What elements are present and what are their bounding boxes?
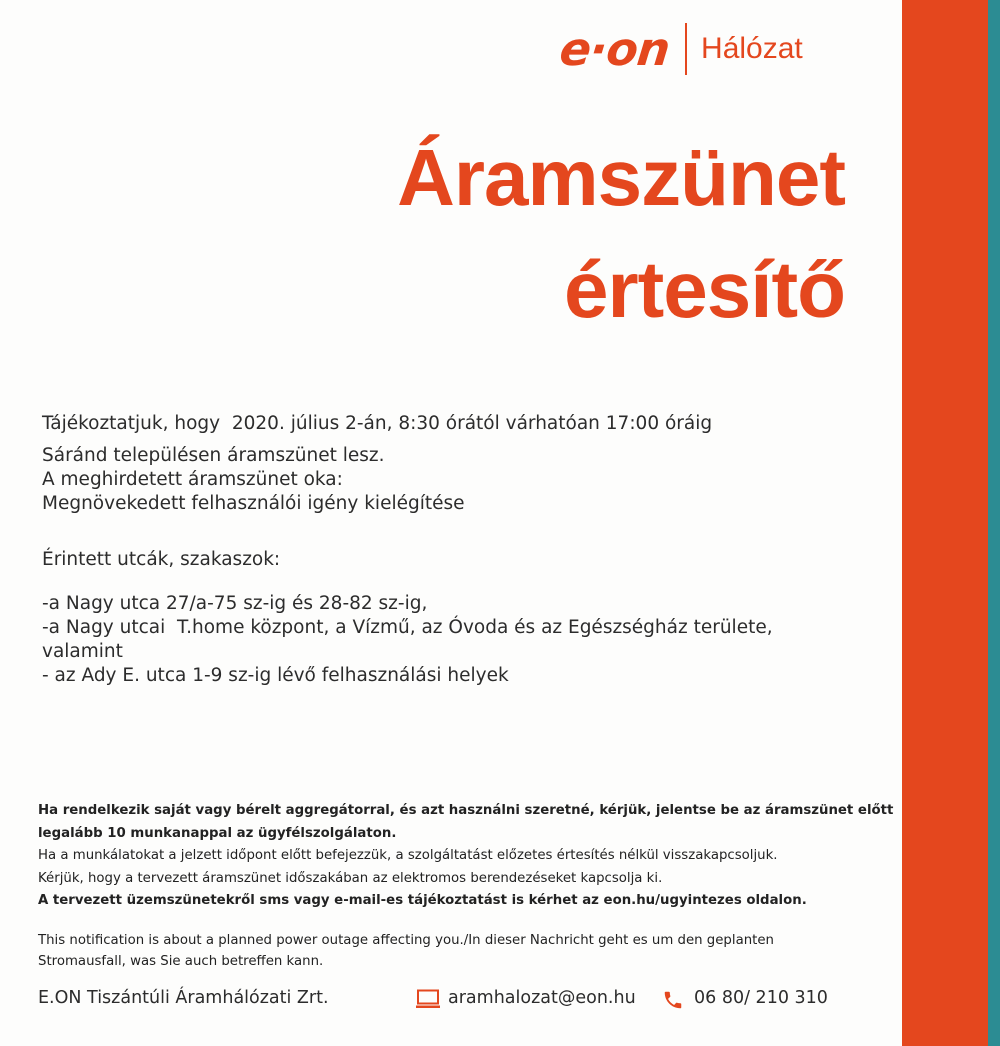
logo-divider xyxy=(685,23,687,75)
streets-heading: Érintett utcák, szakaszok: xyxy=(42,549,281,570)
footer xyxy=(38,986,878,1016)
laptop-icon xyxy=(416,989,440,1009)
list-item: valamint xyxy=(42,641,123,662)
notice-english-german xyxy=(38,930,878,972)
teal-side-stripe xyxy=(988,0,1000,1046)
phone-icon xyxy=(662,989,684,1011)
logo-sub-brand: Hálózat xyxy=(701,32,803,65)
eon-logo xyxy=(557,18,803,80)
streets-list xyxy=(42,592,882,688)
company-name: E.ON Tiszántúli Áramhálózati Zrt. xyxy=(38,988,329,1008)
orange-side-stripe xyxy=(902,0,988,1046)
intro-line-reason: Megnövekedett felhasználói igény kielégítése xyxy=(42,493,465,514)
contact-email[interactable]: aramhalozat@eon.hu xyxy=(448,988,636,1008)
intro-line-date: Tájékoztatjuk, hogy 2020. július 2-án, 8:30 órától várhatóan 17:00 óráig xyxy=(42,413,713,434)
title-line-2: értesítő xyxy=(564,245,845,334)
list-item: -a Nagy utcai T.home központ, a Vízmű, az Óvoda és az Egészségház területe, xyxy=(42,617,773,638)
eon-logo-mark: e·on xyxy=(557,22,672,76)
notice-en-line-1: This notification is about a planned power outage affecting you./In dieser Nachricht geht es um den geplanten xyxy=(38,933,774,948)
intro-paragraph xyxy=(42,412,882,516)
notice-early-finish: Ha a munkálatokat a jelzett időpont előtt befejezzük, a szolgáltatást előzetes értesítés nélkül visszakapcsoljuk. xyxy=(38,848,778,863)
contact-phone[interactable]: 06 80/ 210 310 xyxy=(694,988,828,1008)
notice-generator-line-1: Ha rendelkezik saját vagy bérelt aggregátorral, és azt használni szeretné, kérjük, jelentse be az áramszünet előtt xyxy=(38,803,894,818)
notice-sms-email: A tervezett üzemszünetekről sms vagy e-mail-es tájékoztatást is kérhet az eon.hu/ugyintezes oldalon. xyxy=(38,893,807,908)
notice-switch-off: Kérjük, hogy a tervezett áramszünet időszakában az elektromos berendezéseket kapcsolja ki. xyxy=(38,870,663,886)
title-line-1: Áramszünet xyxy=(397,133,845,222)
list-item: - az Ady E. utca 1-9 sz-ig lévő felhasználási helyek xyxy=(42,665,509,686)
intro-line-location: Sáránd településen áramszünet lesz. xyxy=(42,445,385,466)
notice-en-line-2: Stromausfall, was Sie auch betreffen kann. xyxy=(38,954,324,969)
notice-generator-line-2: legalább 10 munkanappal az ügyfélszolgálaton. xyxy=(38,825,397,841)
intro-line-reason-label: A meghirdetett áramszünet oka: xyxy=(42,469,343,490)
notice-hungarian xyxy=(38,800,894,913)
list-item: -a Nagy utca 27/a-75 sz-ig és 28-82 sz-ig, xyxy=(42,593,428,614)
